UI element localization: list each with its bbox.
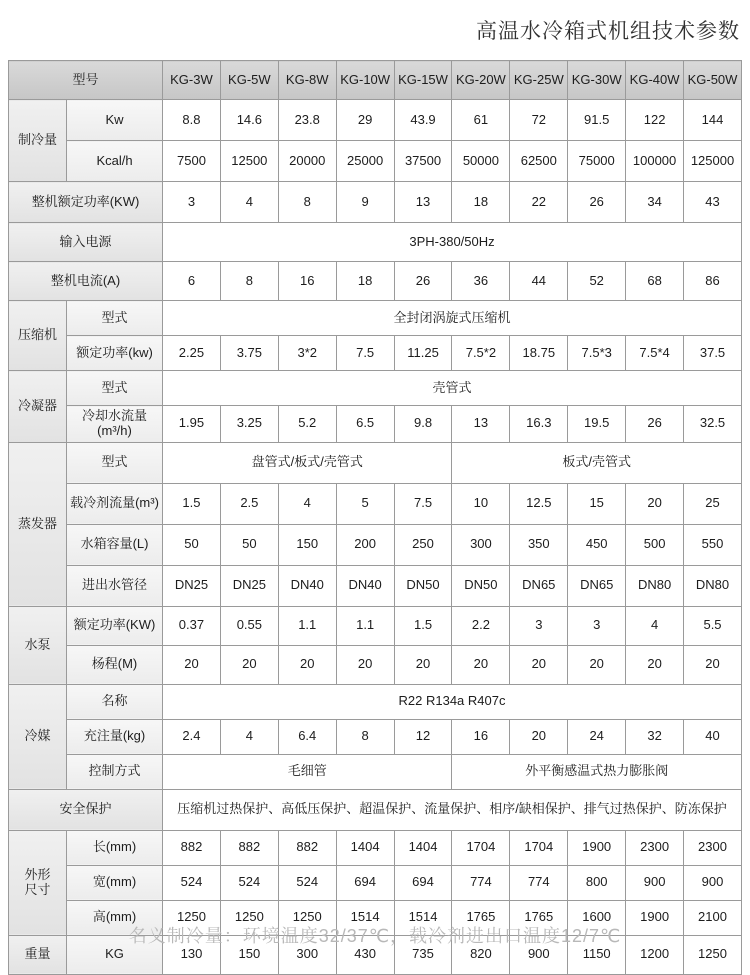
cell-tank-capacity-6: 350 <box>510 524 568 565</box>
cell-cooling-water-flow-4: 9.8 <box>394 406 452 443</box>
cell-pipe-diameter-6: DN65 <box>510 565 568 606</box>
cell-kcal-9: 125000 <box>684 141 742 182</box>
table-row <box>9 754 742 789</box>
cell-current-5: 36 <box>452 262 510 301</box>
cell-height-9: 2100 <box>684 900 742 935</box>
cell-tank-capacity-4: 250 <box>394 524 452 565</box>
cell-rated-power-9: 43 <box>684 182 742 223</box>
table-row <box>9 336 742 371</box>
cell-weight-2: 300 <box>278 935 336 974</box>
row-label-kw: Kw <box>67 100 163 141</box>
cell-pipe-diameter-0: DN25 <box>163 565 221 606</box>
table-row <box>9 684 742 719</box>
cell-evaporator-type-right: 板式/壳管式 <box>452 442 742 483</box>
page-footer <box>0 904 750 966</box>
row-label-weight-kg: KG <box>67 935 163 974</box>
cell-compressor-power-4: 11.25 <box>394 336 452 371</box>
cell-current-0: 6 <box>163 262 221 301</box>
row-label-coolant-flow: 载冷剂流量(m³) <box>67 483 163 524</box>
cell-length-8: 2300 <box>626 830 684 865</box>
cell-width-4: 694 <box>394 865 452 900</box>
row-label-compressor-power: 额定功率(kw) <box>67 336 163 371</box>
cell-pump-power-7: 3 <box>568 606 626 645</box>
cell-height-3: 1514 <box>336 900 394 935</box>
cell-rated-power-3: 9 <box>336 182 394 223</box>
cell-kcal-5: 50000 <box>452 141 510 182</box>
cell-compressor-power-2: 3*2 <box>278 336 336 371</box>
cell-compressor-power-1: 3.75 <box>220 336 278 371</box>
cell-width-6: 774 <box>510 865 568 900</box>
cell-kw-6: 72 <box>510 100 568 141</box>
cell-coolant-flow-9: 25 <box>684 483 742 524</box>
cell-cooling-water-flow-0: 1.95 <box>163 406 221 443</box>
row-label-safety-protection: 安全保护 <box>9 789 163 830</box>
cell-pump-head-1: 20 <box>220 645 278 684</box>
cell-tank-capacity-1: 50 <box>220 524 278 565</box>
cell-width-0: 524 <box>163 865 221 900</box>
cell-charge-amount-7: 24 <box>568 719 626 754</box>
table-row <box>9 442 742 483</box>
cell-weight-8: 1200 <box>626 935 684 974</box>
cell-length-6: 1704 <box>510 830 568 865</box>
cell-charge-amount-2: 6.4 <box>278 719 336 754</box>
header-model-1: KG-5W <box>220 61 278 100</box>
cell-evaporator-type-left: 盘管式/板式/壳管式 <box>163 442 452 483</box>
header-model-3: KG-10W <box>336 61 394 100</box>
row-label-power-supply: 输入电源 <box>9 223 163 262</box>
table-row <box>9 141 742 182</box>
cell-kw-5: 61 <box>452 100 510 141</box>
cell-length-9: 2300 <box>684 830 742 865</box>
cell-control-method-left: 毛细管 <box>163 754 452 789</box>
cell-kcal-7: 75000 <box>568 141 626 182</box>
cell-current-2: 16 <box>278 262 336 301</box>
table-row <box>9 182 742 223</box>
row-label-evaporator-type: 型式 <box>67 442 163 483</box>
cell-rated-power-8: 34 <box>626 182 684 223</box>
cell-pump-head-3: 20 <box>336 645 394 684</box>
row-label-height: 高(mm) <box>67 900 163 935</box>
cell-coolant-flow-1: 2.5 <box>220 483 278 524</box>
cell-compressor-power-5: 7.5*2 <box>452 336 510 371</box>
cell-height-7: 1600 <box>568 900 626 935</box>
cell-length-1: 882 <box>220 830 278 865</box>
table-row <box>9 719 742 754</box>
cell-weight-6: 900 <box>510 935 568 974</box>
cell-pump-head-4: 20 <box>394 645 452 684</box>
group-label-water-pump: 水泵 <box>9 606 67 684</box>
cell-length-7: 1900 <box>568 830 626 865</box>
cell-current-9: 86 <box>684 262 742 301</box>
cell-pump-power-1: 0.55 <box>220 606 278 645</box>
cell-kcal-8: 100000 <box>626 141 684 182</box>
cell-kcal-2: 20000 <box>278 141 336 182</box>
cell-cooling-water-flow-3: 6.5 <box>336 406 394 443</box>
cell-width-3: 694 <box>336 865 394 900</box>
cell-width-9: 900 <box>684 865 742 900</box>
cell-current-1: 8 <box>220 262 278 301</box>
cell-rated-power-7: 26 <box>568 182 626 223</box>
cell-power-supply-merged: 3PH-380/50Hz <box>163 223 742 262</box>
cell-cooling-water-flow-1: 3.25 <box>220 406 278 443</box>
group-label-condenser: 冷凝器 <box>9 371 67 443</box>
cell-kcal-0: 7500 <box>163 141 221 182</box>
cell-kcal-6: 62500 <box>510 141 568 182</box>
cell-coolant-flow-7: 15 <box>568 483 626 524</box>
cell-current-8: 68 <box>626 262 684 301</box>
cell-coolant-flow-5: 10 <box>452 483 510 524</box>
cell-charge-amount-6: 20 <box>510 719 568 754</box>
cell-coolant-flow-0: 1.5 <box>163 483 221 524</box>
row-label-width: 宽(mm) <box>67 865 163 900</box>
row-label-compressor-type: 型式 <box>67 301 163 336</box>
cell-control-method-right: 外平衡感温式热力膨胀阀 <box>452 754 742 789</box>
cell-kw-3: 29 <box>336 100 394 141</box>
row-label-pipe-diameter: 进出水管径 <box>67 565 163 606</box>
table-row <box>9 301 742 336</box>
cell-cooling-water-flow-8: 26 <box>626 406 684 443</box>
cell-tank-capacity-2: 150 <box>278 524 336 565</box>
cell-charge-amount-3: 8 <box>336 719 394 754</box>
cell-pump-power-0: 0.37 <box>163 606 221 645</box>
cell-length-3: 1404 <box>336 830 394 865</box>
cell-current-4: 26 <box>394 262 452 301</box>
table-row <box>9 100 742 141</box>
row-label-cooling-water-flow: 冷却水流量(m³/h) <box>67 406 163 443</box>
row-label-pump-head: 杨程(M) <box>67 645 163 684</box>
row-label-rated-power: 整机额定功率(KW) <box>9 182 163 223</box>
cell-pump-head-7: 20 <box>568 645 626 684</box>
row-label-refrigerant-name: 名称 <box>67 684 163 719</box>
cell-height-1: 1250 <box>220 900 278 935</box>
cell-cooling-water-flow-6: 16.3 <box>510 406 568 443</box>
cell-pipe-diameter-1: DN25 <box>220 565 278 606</box>
cell-cooling-water-flow-9: 32.5 <box>684 406 742 443</box>
cell-charge-amount-1: 4 <box>220 719 278 754</box>
cell-charge-amount-0: 2.4 <box>163 719 221 754</box>
specification-table <box>8 60 742 975</box>
cell-kcal-4: 37500 <box>394 141 452 182</box>
cell-weight-4: 735 <box>394 935 452 974</box>
cell-tank-capacity-5: 300 <box>452 524 510 565</box>
cell-width-5: 774 <box>452 865 510 900</box>
header-model-5: KG-20W <box>452 61 510 100</box>
cell-pump-power-2: 1.1 <box>278 606 336 645</box>
cell-height-0: 1250 <box>163 900 221 935</box>
row-label-tank-capacity: 水箱容量(L) <box>67 524 163 565</box>
cell-pipe-diameter-7: DN65 <box>568 565 626 606</box>
cell-height-4: 1514 <box>394 900 452 935</box>
cell-length-0: 882 <box>163 830 221 865</box>
group-label-dimensions-line1: 外形 <box>24 866 51 882</box>
cell-compressor-power-9: 37.5 <box>684 336 742 371</box>
cell-kcal-3: 25000 <box>336 141 394 182</box>
group-label-cooling-capacity: 制冷量 <box>9 100 67 182</box>
cell-pump-head-9: 20 <box>684 645 742 684</box>
cell-condenser-type-merged: 壳管式 <box>163 371 742 406</box>
row-label-control-method: 控制方式 <box>67 754 163 789</box>
cell-pump-power-9: 5.5 <box>684 606 742 645</box>
cell-cooling-water-flow-2: 5.2 <box>278 406 336 443</box>
page-title: 高温水冷箱式机组技术参数 <box>476 20 740 43</box>
cell-weight-7: 1150 <box>568 935 626 974</box>
cell-pump-power-5: 2.2 <box>452 606 510 645</box>
cell-pump-head-8: 20 <box>626 645 684 684</box>
cell-compressor-power-0: 2.25 <box>163 336 221 371</box>
cell-pump-head-0: 20 <box>163 645 221 684</box>
group-label-evaporator: 蒸发器 <box>9 442 67 606</box>
cell-tank-capacity-3: 200 <box>336 524 394 565</box>
header-model-0: KG-3W <box>163 61 221 100</box>
row-label-charge-amount: 充注量(kg) <box>67 719 163 754</box>
header-model-6: KG-25W <box>510 61 568 100</box>
cell-weight-9: 1250 <box>684 935 742 974</box>
cell-weight-3: 430 <box>336 935 394 974</box>
row-label-condenser-type: 型式 <box>67 371 163 406</box>
header-model-8: KG-40W <box>626 61 684 100</box>
table-row <box>9 645 742 684</box>
cell-weight-0: 130 <box>163 935 221 974</box>
cell-weight-5: 820 <box>452 935 510 974</box>
row-label-kcal: Kcal/h <box>67 141 163 182</box>
cell-width-8: 900 <box>626 865 684 900</box>
cell-cooling-water-flow-5: 13 <box>452 406 510 443</box>
cell-pipe-diameter-4: DN50 <box>394 565 452 606</box>
cell-kw-7: 91.5 <box>568 100 626 141</box>
cell-rated-power-2: 8 <box>278 182 336 223</box>
header-model-4: KG-15W <box>394 61 452 100</box>
cell-height-5: 1765 <box>452 900 510 935</box>
row-label-length: 长(mm) <box>67 830 163 865</box>
group-label-dimensions-line2: 尺寸 <box>24 881 51 897</box>
table-row <box>9 565 742 606</box>
cell-rated-power-6: 22 <box>510 182 568 223</box>
cell-tank-capacity-8: 500 <box>626 524 684 565</box>
cell-pipe-diameter-8: DN80 <box>626 565 684 606</box>
cell-coolant-flow-3: 5 <box>336 483 394 524</box>
cell-pump-power-3: 1.1 <box>336 606 394 645</box>
cell-kw-8: 122 <box>626 100 684 141</box>
cell-charge-amount-4: 12 <box>394 719 452 754</box>
cell-length-2: 882 <box>278 830 336 865</box>
cell-width-7: 800 <box>568 865 626 900</box>
cell-pump-head-6: 20 <box>510 645 568 684</box>
cell-pipe-diameter-3: DN40 <box>336 565 394 606</box>
cell-kw-1: 14.6 <box>220 100 278 141</box>
table-row <box>9 789 742 830</box>
table-row <box>9 483 742 524</box>
cell-refrigerant-name-merged: R22 R134a R407c <box>163 684 742 719</box>
cell-pipe-diameter-2: DN40 <box>278 565 336 606</box>
cell-kcal-1: 12500 <box>220 141 278 182</box>
table-row <box>9 524 742 565</box>
cell-rated-power-1: 4 <box>220 182 278 223</box>
footer-note: 名义制冷量：环境温度32/37℃，载冷剂进出口温度12/7℃ <box>128 926 622 946</box>
cell-compressor-power-7: 7.5*3 <box>568 336 626 371</box>
cell-height-2: 1250 <box>278 900 336 935</box>
cell-height-8: 1900 <box>626 900 684 935</box>
cell-height-6: 1765 <box>510 900 568 935</box>
table-row <box>9 606 742 645</box>
cell-weight-1: 150 <box>220 935 278 974</box>
cell-coolant-flow-6: 12.5 <box>510 483 568 524</box>
cell-charge-amount-8: 32 <box>626 719 684 754</box>
cell-coolant-flow-4: 7.5 <box>394 483 452 524</box>
header-model-2: KG-8W <box>278 61 336 100</box>
cell-charge-amount-5: 16 <box>452 719 510 754</box>
cell-rated-power-5: 18 <box>452 182 510 223</box>
cell-pipe-diameter-9: DN80 <box>684 565 742 606</box>
cell-rated-power-0: 3 <box>163 182 221 223</box>
table-header-row <box>9 61 742 100</box>
table-row <box>9 371 742 406</box>
cell-compressor-power-8: 7.5*4 <box>626 336 684 371</box>
cell-kw-4: 43.9 <box>394 100 452 141</box>
cell-kw-0: 8.8 <box>163 100 221 141</box>
cell-length-4: 1404 <box>394 830 452 865</box>
table-row <box>9 406 742 443</box>
header-model-9: KG-50W <box>684 61 742 100</box>
cell-pump-head-2: 20 <box>278 645 336 684</box>
cell-width-2: 524 <box>278 865 336 900</box>
group-label-refrigerant: 冷媒 <box>9 684 67 789</box>
cell-compressor-power-3: 7.5 <box>336 336 394 371</box>
group-label-compressor: 压缩机 <box>9 301 67 371</box>
cell-tank-capacity-9: 550 <box>684 524 742 565</box>
cell-compressor-power-6: 18.75 <box>510 336 568 371</box>
page-header <box>0 0 750 60</box>
cell-coolant-flow-8: 20 <box>626 483 684 524</box>
table-row <box>9 865 742 900</box>
cell-pump-power-8: 4 <box>626 606 684 645</box>
cell-tank-capacity-0: 50 <box>163 524 221 565</box>
cell-pump-power-6: 3 <box>510 606 568 645</box>
cell-width-1: 524 <box>220 865 278 900</box>
header-model-label: 型号 <box>9 61 163 100</box>
cell-charge-amount-9: 40 <box>684 719 742 754</box>
table-row <box>9 223 742 262</box>
cell-rated-power-4: 13 <box>394 182 452 223</box>
cell-pump-head-5: 20 <box>452 645 510 684</box>
cell-cooling-water-flow-7: 19.5 <box>568 406 626 443</box>
group-label-weight: 重量 <box>9 935 67 974</box>
cell-kw-9: 144 <box>684 100 742 141</box>
cell-kw-2: 23.8 <box>278 100 336 141</box>
cell-compressor-type-merged: 全封闭涡旋式压缩机 <box>163 301 742 336</box>
header-model-7: KG-30W <box>568 61 626 100</box>
cell-current-6: 44 <box>510 262 568 301</box>
cell-length-5: 1704 <box>452 830 510 865</box>
row-label-current: 整机电流(A) <box>9 262 163 301</box>
cell-pump-power-4: 1.5 <box>394 606 452 645</box>
cell-coolant-flow-2: 4 <box>278 483 336 524</box>
row-label-pump-power: 额定功率(KW) <box>67 606 163 645</box>
table-row <box>9 830 742 865</box>
table-row <box>9 262 742 301</box>
cell-current-7: 52 <box>568 262 626 301</box>
cell-current-3: 18 <box>336 262 394 301</box>
cell-safety-protection-merged: 压缩机过热保护、高低压保护、超温保护、流量保护、相序/缺相保护、排气过热保护、防冻保护 <box>163 789 742 830</box>
cell-pipe-diameter-5: DN50 <box>452 565 510 606</box>
cell-tank-capacity-7: 450 <box>568 524 626 565</box>
